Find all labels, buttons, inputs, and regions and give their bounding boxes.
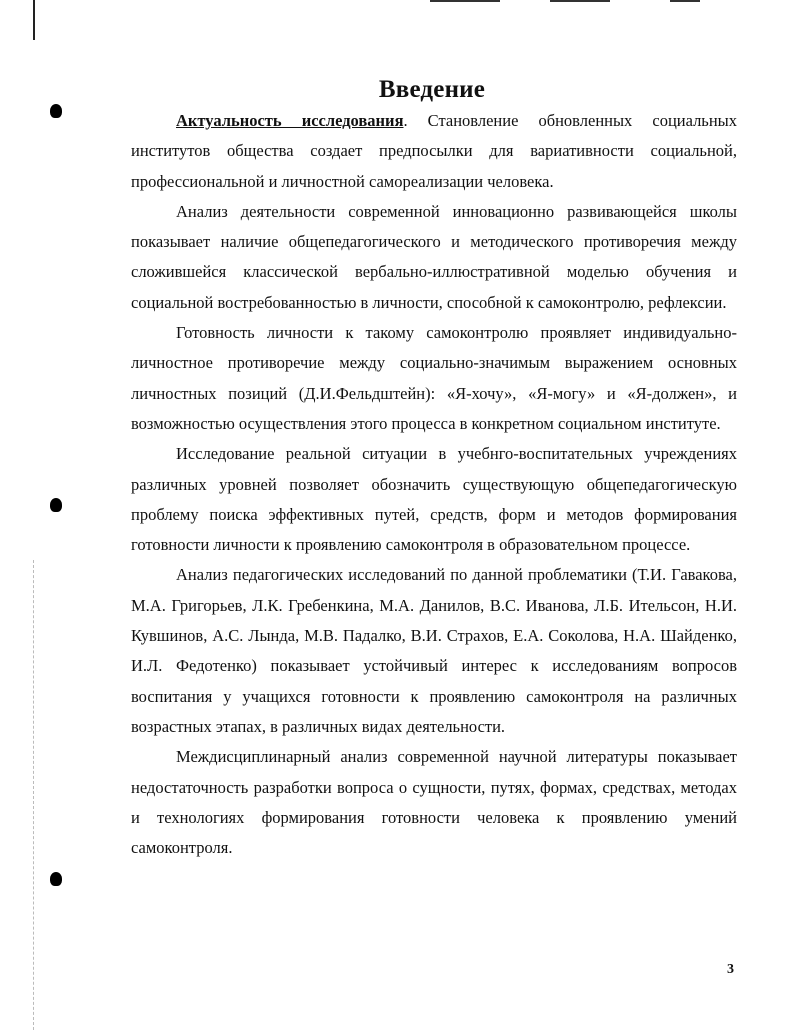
paragraph (131, 106, 737, 197)
document-body (131, 106, 737, 863)
scan-edge-mark (33, 0, 35, 40)
paragraph: Исследование реальной ситуации в учебнго-воспитательных учреждениях различных уровней позволяет обозначить существующую общепедагогическую проблему поиска эффективных путей, средств, форм и методов формирования готовности личности к проявлению самоконтроля в образовательном процессе. (131, 444, 737, 555)
punch-hole-mark (50, 872, 62, 886)
punch-hole-mark (50, 498, 62, 512)
paragraph-lead: Актуальность исследования (176, 111, 404, 130)
paragraph: Междисциплинарный анализ современной научной литературы показывает недостаточность разработки вопроса о сущности, путях, формах, средствах, методах и технологиях формирования готовности человека к проявлению умений самоконтроля. (131, 747, 737, 858)
page-title: Введение (378, 76, 486, 103)
punch-hole-mark (50, 104, 62, 118)
paragraph: Анализ педагогических исследований по данной проблематики (Т.И. Гавакова, М.А. Григорьев, Л.К. Гребенкина, М.А. Данилов, В.С. Иванова, Л.Б. Ительсон, Н.И. Кувшинов, А.С. Лында, М.В. Падалко, В.И. Страхов, Е.А. Соколова, Н.А. Шайденко, И.Л. Федотенко) показывает устойчивый интерес к исследованиям вопросов воспитания у учащихся готовности к проявлению самоконтроля на различных возрастных этапах, в различных видах деятельности. (131, 565, 737, 736)
paragraph: Готовность личности к такому самоконтролю проявляет индивидуально-личностное противоречие между социально-значимым выражением основных личностных позиций (Д.И.Фельдштейн): «Я-хочу», «Я-могу» и «Я-должен», и возможностью осуществления этого процесса в конкретном социальном институте. (131, 323, 737, 433)
paragraph-text: . Становление обновленных социальных институтов общества создает предпосылки для вариативности социальной, профессиональной и личностной самореализации человека. (131, 111, 737, 191)
scan-margin-line (33, 560, 35, 1030)
page-number: 3 (727, 962, 734, 977)
paragraph: Анализ деятельности современной инновационно развивающейся школы показывает наличие общепедагогического и методического противоречия между сложившейся классической вербально-иллюстративной моделью обучения и социальной востребованностью в личности, способной к самоконтролю, рефлексии. (131, 201, 737, 312)
scan-top-marks (430, 0, 710, 3)
